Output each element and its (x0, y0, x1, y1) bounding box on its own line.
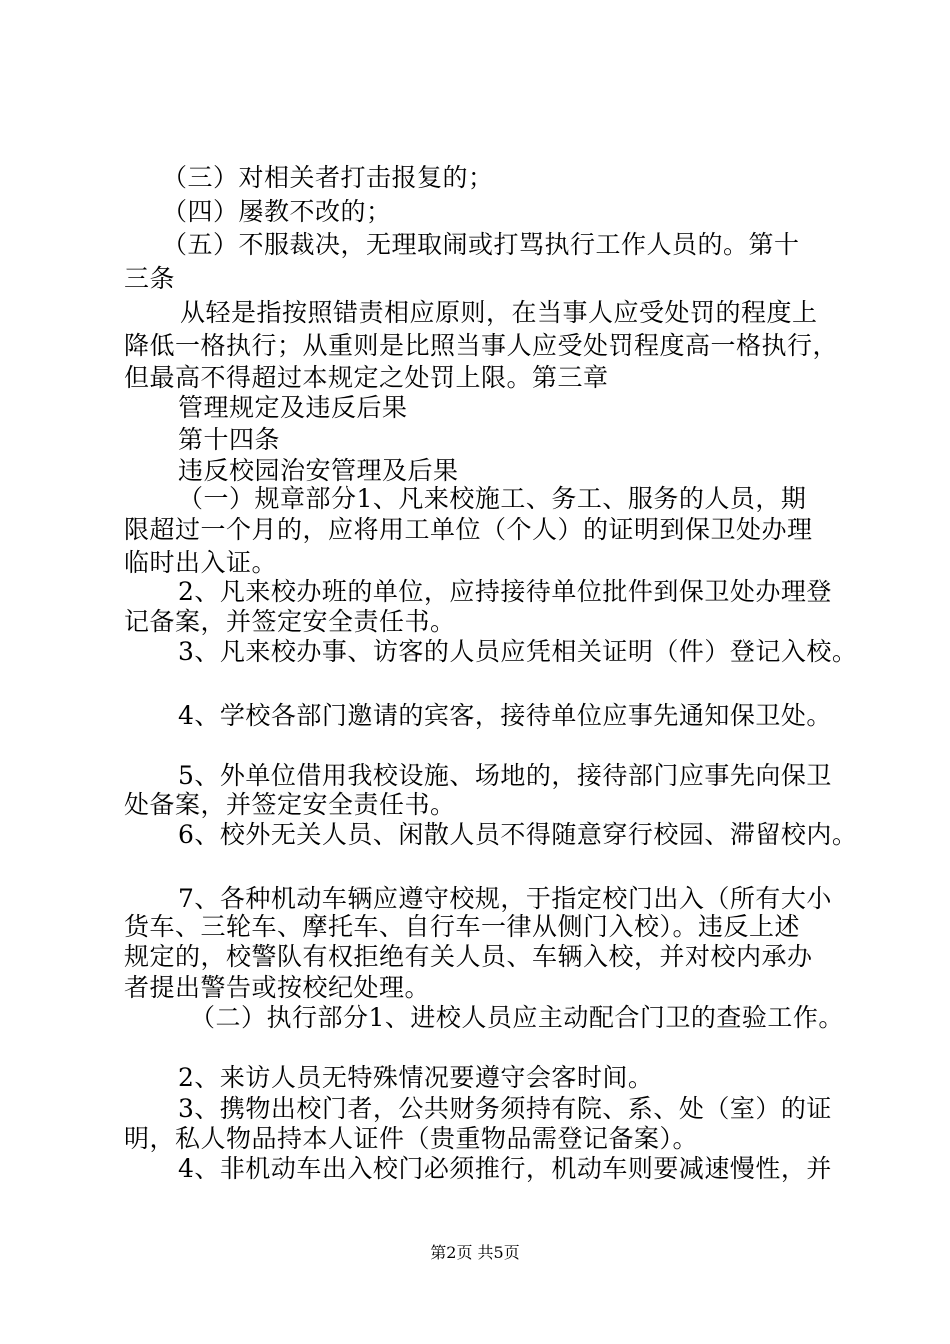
text-line: 从轻是指按照错责相应原则，在当事人应受处罚的程度上 (180, 298, 818, 327)
text-line: 三条 (124, 264, 176, 293)
text-line: 4、学校各部门邀请的宾客，接待单位应事先通知保卫处。 (178, 701, 832, 730)
text-line: （三）对相关者打击报复的； (162, 163, 494, 192)
text-line: 7、各种机动车辆应遵守校规，于指定校门出入（所有大小 (178, 884, 832, 913)
text-line: 3、凡来校办事、访客的人员应凭相关证明（件）登记入校。 (178, 637, 858, 666)
text-line: 6、校外无关人员、闲散人员不得随意穿行校园、滞留校内。 (178, 820, 858, 849)
text-line: 4、非机动车出入校门必须推行，机动车则要减速慢性，并 (178, 1154, 832, 1183)
text-line: 2、凡来校办班的单位，应持接待单位批件到保卫处办理登 (178, 577, 832, 606)
page-number-footer: 第2页 共5页 (430, 1243, 520, 1262)
text-line: （一）规章部分1、凡来校施工、务工、服务的人员，期 (178, 484, 807, 513)
text-line: （二）执行部分1、进校人员应主动配合门卫的查验工作。 (190, 1003, 844, 1032)
text-line: 管理规定及违反后果 (178, 393, 408, 422)
text-line: 3、携物出校门者，公共财务须持有院、系、处（室）的证 (178, 1094, 832, 1123)
text-line: 规定的，校警队有权拒绝有关人员、车辆入校，并对校内承办 (124, 942, 813, 971)
text-line: 但最高不得超过本规定之处罚上限。第三章 (124, 363, 609, 392)
text-line: 明，私人物品持本人证件（贵重物品需登记备案）。 (124, 1124, 699, 1153)
text-line: 处备案，并签定安全责任书。 (124, 790, 456, 819)
text-line: 者提出警告或按校纪处理。 (124, 973, 431, 1002)
text-line: 货车、三轮车、摩托车、自行车一律从侧门入校）。违反上述 (124, 912, 801, 941)
text-line: 临时出入证。 (124, 548, 278, 577)
text-line: 记备案，并签定安全责任书。 (124, 607, 456, 636)
text-line: 降低一格执行；从重则是比照当事人应受处罚程度高一格执行， (124, 331, 839, 360)
text-line: 5、外单位借用我校设施、场地的，接待部门应事先向保卫 (178, 761, 832, 790)
text-line: （四）屡教不改的； (162, 197, 392, 226)
text-line: 第十四条 (178, 425, 281, 454)
text-line: （五）不服裁决，无理取闹或打骂执行工作人员的。第十 (162, 230, 800, 259)
text-line: 违反校园治安管理及后果 (178, 456, 459, 485)
text-line: 限超过一个月的，应将用工单位（个人）的证明到保卫处办理 (124, 515, 813, 544)
text-line: 2、来访人员无特殊情况要遵守会客时间。 (178, 1063, 654, 1092)
